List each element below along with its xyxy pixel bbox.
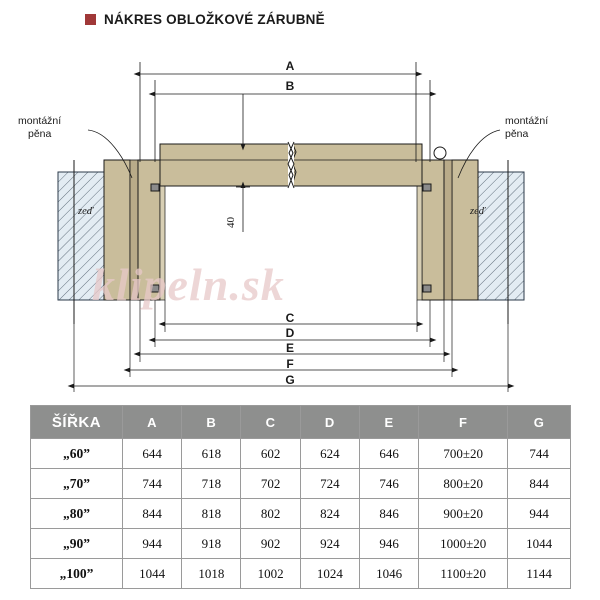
wall-label-left: zeď [78,206,94,217]
table-cell: 844 [122,499,181,529]
table-cell: 1144 [508,559,571,589]
foam-label-right-line2: pěna [505,128,529,140]
technical-drawing [0,32,600,402]
table-cell: 718 [182,469,241,499]
foam-label-left-line1: montážní [18,115,62,127]
foam-label-right-line1: montážní [505,115,549,127]
table-header-cell: F [419,406,508,439]
table-cell: 946 [359,529,418,559]
table-cell: 1100±20 [419,559,508,589]
dim-D-label: D [285,326,295,340]
table-cell: 644 [122,439,181,469]
frame-right [292,144,478,300]
table-cell: 1044 [508,529,571,559]
table-row [31,499,571,529]
wall-label-right: zeď [470,206,486,217]
table-cell: 646 [359,439,418,469]
page-title [85,12,325,27]
table-cell: 602 [241,439,300,469]
table-row [31,439,571,469]
table-cell: 744 [508,439,571,469]
table-cell: 802 [241,499,300,529]
table-row [31,529,571,559]
table-cell: 846 [359,499,418,529]
table-cell: 1018 [182,559,241,589]
table-cell: 800±20 [419,469,508,499]
table-cell: „60” [31,439,123,469]
table-cell: 700±20 [419,439,508,469]
dim-A-label: A [285,59,295,73]
foam-label-left-line2: pěna [28,128,52,140]
table-header-cell: E [359,406,418,439]
table-header-cell: A [122,406,181,439]
table-cell: „70” [31,469,123,499]
table-cell: 724 [300,469,359,499]
table-cell: 744 [122,469,181,499]
table-cell: 624 [300,439,359,469]
table-header-cell: G [508,406,571,439]
table-cell: 1002 [241,559,300,589]
table-row [31,469,571,499]
dim-40-label: 40 [225,217,237,228]
table-cell: 824 [300,499,359,529]
dim-C-label: C [285,311,295,325]
table-row [31,559,571,589]
table-cell: 1046 [359,559,418,589]
title-bullet-icon [85,14,96,25]
table-header-cell: D [300,406,359,439]
table-cell: 944 [508,499,571,529]
dim-B-label: B [285,79,295,93]
table-header-cell: ŠÍŘKA [31,406,123,439]
table-header-row [31,406,571,439]
dim-E-label: E [285,341,295,355]
table-cell: „80” [31,499,123,529]
dimensions-table [30,405,571,589]
table-cell: 844 [508,469,571,499]
table-cell: 618 [182,439,241,469]
frame-left [104,144,290,300]
table-cell: 902 [241,529,300,559]
table-cell: 746 [359,469,418,499]
dim-G-label: G [285,373,295,387]
table-cell: 944 [122,529,181,559]
table-cell: 702 [241,469,300,499]
table-header-cell: B [182,406,241,439]
table-cell: 918 [182,529,241,559]
table-cell: „90” [31,529,123,559]
table-cell: 818 [182,499,241,529]
table-cell: 924 [300,529,359,559]
watermark: klipeln.sk [92,259,285,310]
table-cell: 1044 [122,559,181,589]
table-cell: 1000±20 [419,529,508,559]
table-cell: 1024 [300,559,359,589]
page-title-text: NÁKRES OBLOŽKOVÉ ZÁRUBNĚ [104,12,325,27]
table-cell: „100” [31,559,123,589]
table-cell: 900±20 [419,499,508,529]
dim-F-label: F [286,357,294,371]
table-header-cell: C [241,406,300,439]
